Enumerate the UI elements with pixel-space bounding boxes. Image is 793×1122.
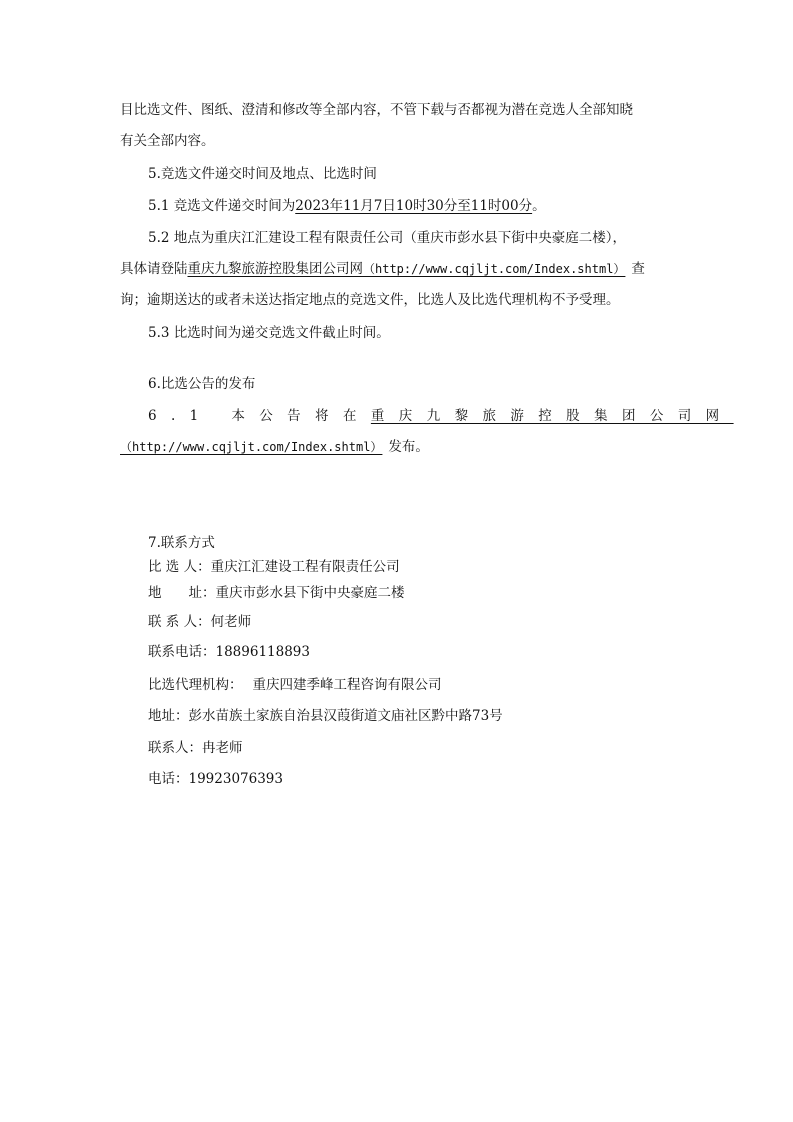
section7-title: 7.联系方式: [148, 535, 215, 551]
section5-p1: [148, 196, 546, 216]
section6-p1-line2: [120, 437, 429, 457]
agent-row: [148, 675, 442, 695]
agent-phone-row: [148, 769, 283, 789]
section5-title: 5.竞选文件递交时间及地点、比选时间: [148, 166, 377, 182]
address-value: 重庆市彭水县下街中央豪庭二楼: [215, 585, 405, 601]
address-label: 地 址：: [148, 585, 216, 601]
agent-contact-label: 联系人：: [148, 740, 202, 756]
contact-row: [148, 612, 251, 632]
site-name-link[interactable]: 重庆九黎旅游控股集团公司网: [187, 261, 363, 277]
contact-label: 联 系 人：: [148, 614, 211, 630]
section6-site-link[interactable]: 重庆九黎旅游控股集团公司网: [370, 408, 734, 424]
agent-label: 比选代理机构：: [148, 677, 243, 693]
agent-address-value: 彭水苗族土家族自治县汉葭街道文庙社区黔中路73号: [188, 708, 503, 724]
phone-row: [148, 642, 310, 662]
agent-contact-value: 冉老师: [202, 740, 243, 756]
section5-p1-suffix: 。: [532, 198, 546, 214]
section5-p2-line3: 询；逾期送达的或者未送达指定地点的竞选文件，比选人及比选代理机构不予受理。: [120, 292, 620, 308]
agent-phone-label: 电话：: [148, 771, 189, 787]
site-url-link[interactable]: （http://www.cqjljt.com/Index.shtml）: [363, 262, 626, 276]
section6-url-link[interactable]: （http://www.cqjljt.com/Index.shtml）: [120, 440, 383, 454]
contact-value: 何老师: [210, 614, 252, 630]
section5-p1-date: 2023年11月7日10时30分至11时00分: [295, 198, 533, 214]
address-row: [148, 583, 405, 603]
section5-p2-suffix: 查: [631, 261, 645, 277]
section6-p1-suffix: 发布。: [388, 439, 429, 455]
section6-p1-prefix: 6.1 本公告将在: [148, 408, 371, 424]
section6-p1-line1: [148, 406, 734, 426]
buyer-label: 比 选 人：: [148, 559, 211, 575]
section5-p1-prefix: 5.1 竞选文件递交时间为: [148, 198, 296, 214]
buyer-value: 重庆江汇建设工程有限责任公司: [210, 559, 400, 575]
buyer-row: [148, 557, 400, 577]
agent-contact-row: [148, 738, 243, 758]
agent-value: 重庆四建季峰工程咨询有限公司: [252, 677, 442, 693]
section5-p3: 5.3 比选时间为递交竞选文件截止时间。: [148, 325, 390, 341]
section4-cont-line1: 目比选文件、图纸、澄清和修改等全部内容，不管下载与否都视为潜在竞选人全部知晓: [120, 102, 633, 118]
section4-cont-line2: 有关全部内容。: [120, 133, 215, 149]
section5-p2-prefix: 具体请登陆: [120, 261, 188, 277]
section5-p2-line2: [120, 259, 645, 279]
phone-value: 18896118893: [215, 644, 310, 660]
agent-phone-value: 19923076393: [188, 771, 283, 787]
section6-title: 6.比选公告的发布: [148, 376, 256, 392]
agent-address-label: 地址：: [148, 708, 189, 724]
agent-address-row: [148, 706, 503, 726]
phone-label: 联系电话：: [148, 644, 216, 660]
section5-p2-line1: 5.2 地点为重庆江汇建设工程有限责任公司（重庆市彭水县下街中央豪庭二楼），: [148, 230, 627, 246]
